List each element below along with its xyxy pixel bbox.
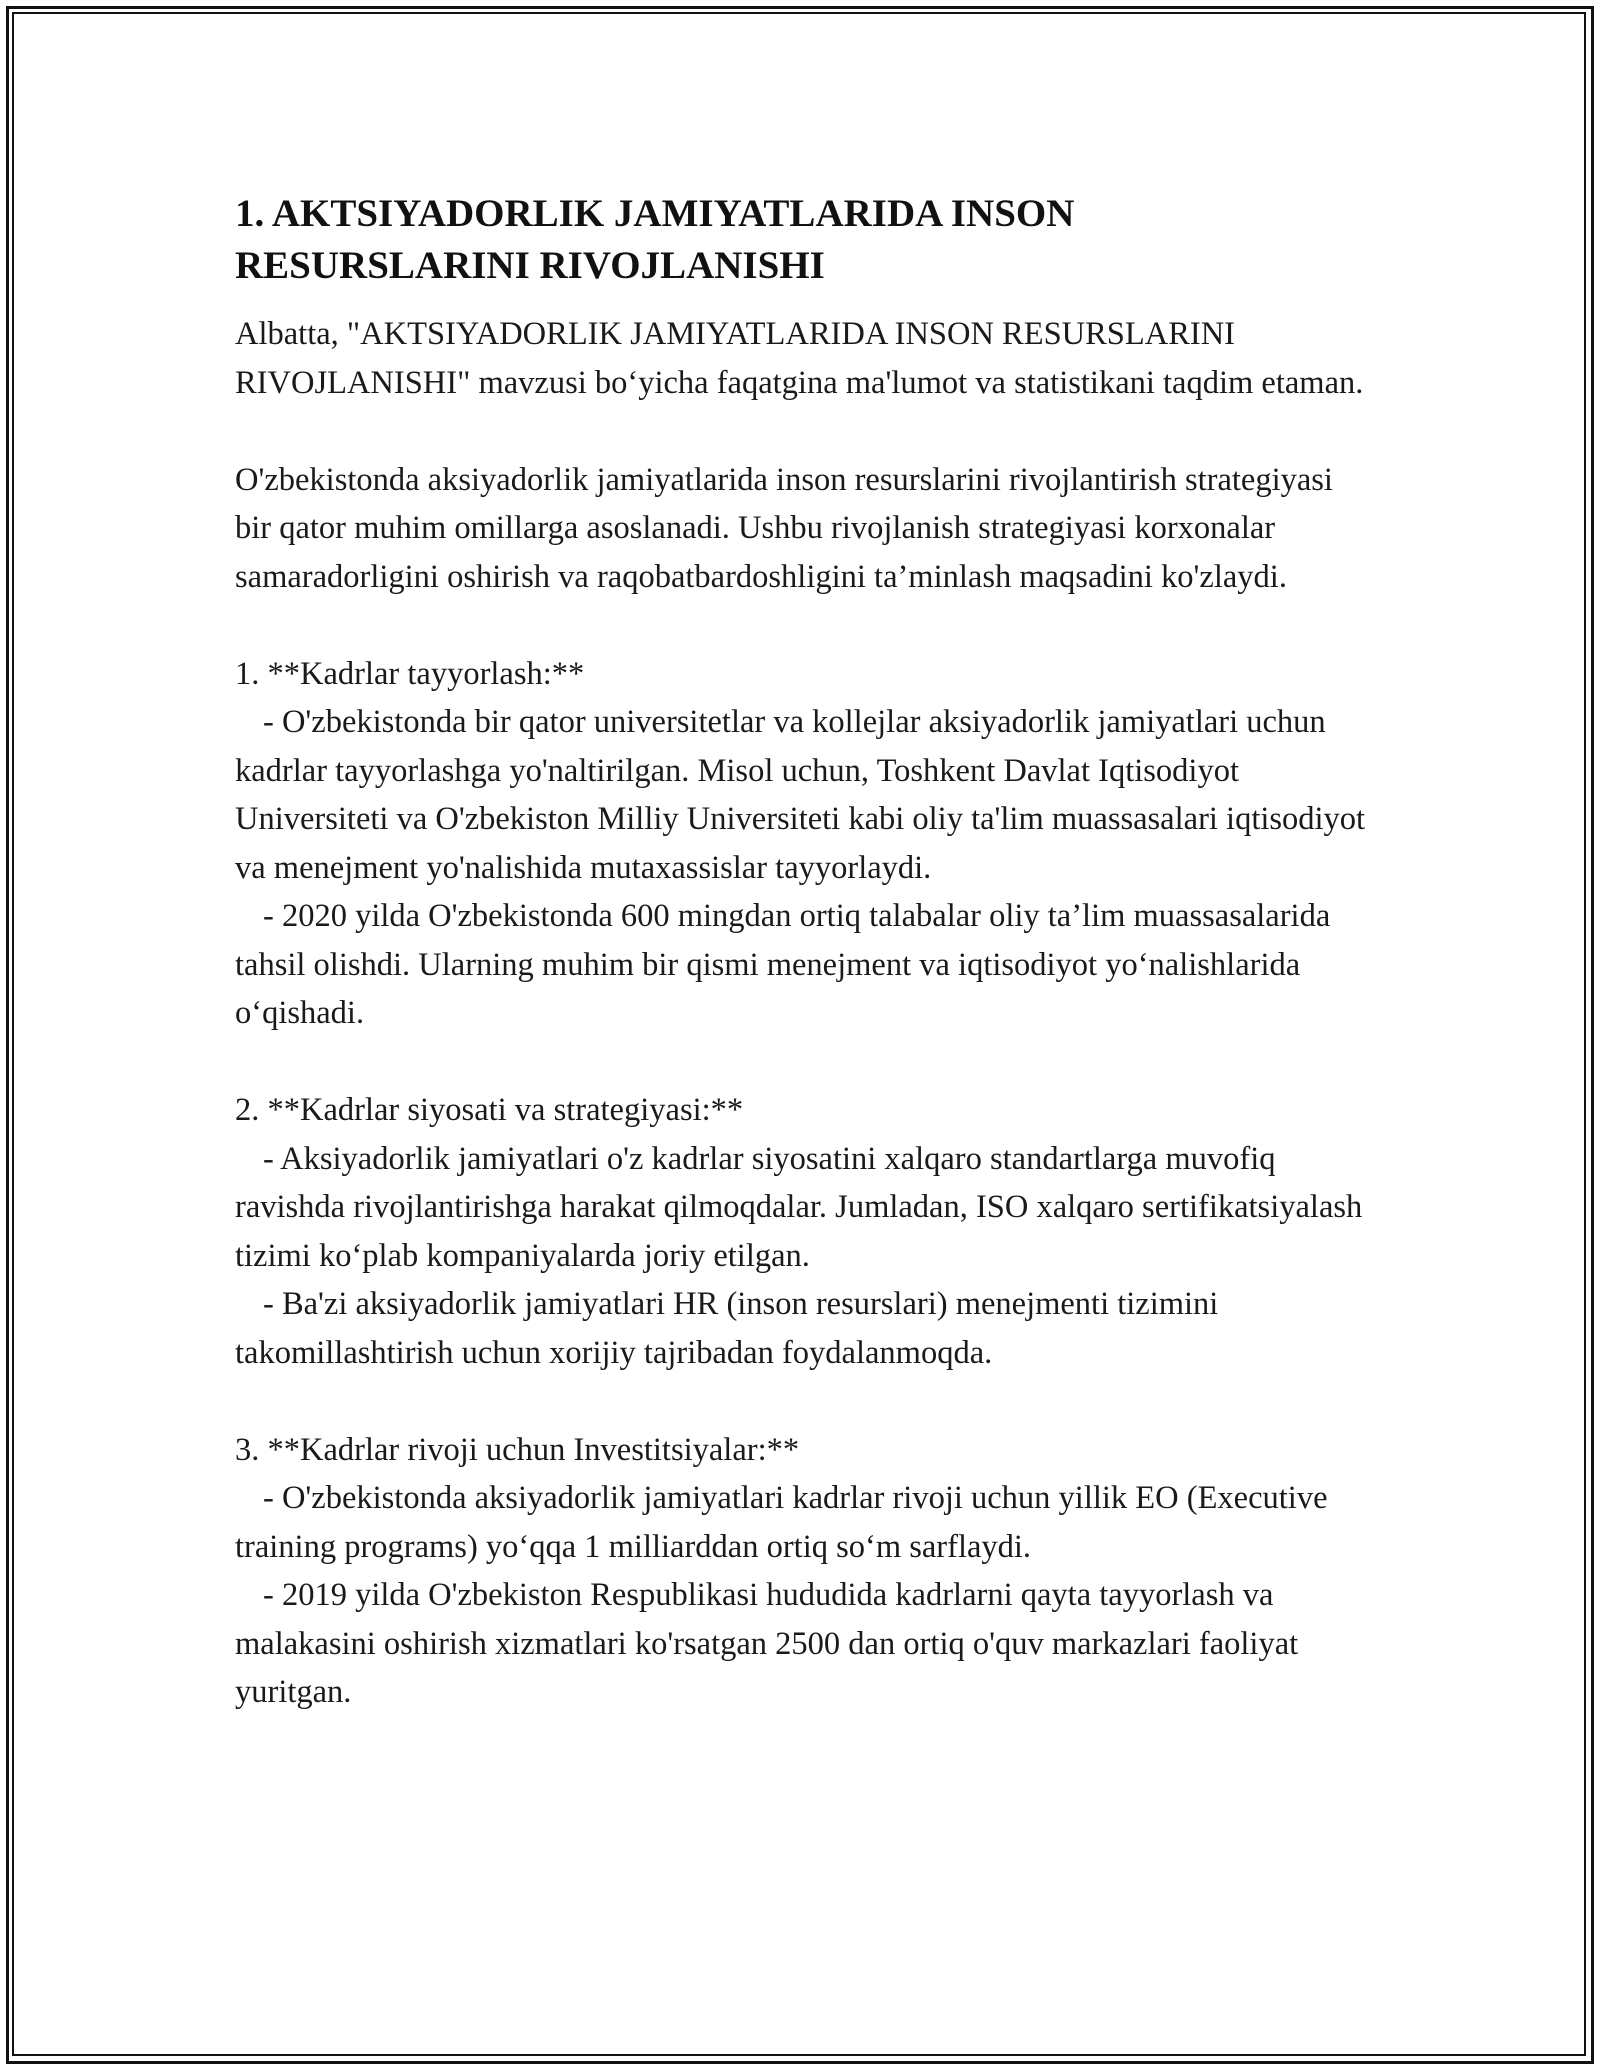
section-3 xyxy=(235,1426,1375,1717)
bullet-item: - Ba'zi aksiyadorlik jamiyatlari HR (inson resurslari) menejmenti tizimini takomillashtirish uchun xorijiy tajribadan foydalanmoqda. xyxy=(235,1286,1219,1371)
section-1 xyxy=(235,650,1375,1038)
paragraph-gap xyxy=(235,1377,1375,1426)
bullet-item: - O'zbekistonda bir qator universitetlar va kollejlar aksiyadorlik jamiyatlari uchun kadrlar tayyorlashga yo'naltirilgan. Misol uchun, Toshkent Davlat Iqtisodiyot Universiteti va O'zbekiston Milliy Universiteti kabi oliy ta'lim muassasalari iqtisodiyot va menejment yo'nalishida mutaxassislar tayyorlaydi. xyxy=(235,704,1366,886)
document-title: 1. AKTSIYADORLIK JAMIYATLARIDA INSON RESURSLARINI RIVOJLANISHI xyxy=(235,192,1075,287)
section-title: 2. **Kadrlar siyosati va strategiyasi:** xyxy=(235,1092,744,1128)
paragraph-gap xyxy=(235,1038,1375,1087)
section-2 xyxy=(235,1086,1375,1377)
section-title: 1. **Kadrlar tayyorlash:** xyxy=(235,655,585,692)
section-title: 3. **Kadrlar rivoji uchun Investitsiyalar:** xyxy=(235,1431,800,1468)
document-page xyxy=(235,188,1375,1717)
bullet-item: - 2019 yilda O'zbekiston Respublikasi hududida kadrlarni qayta tayyorlash va malakasini oshirish xizmatlari ko'rsatgan 2500 dan ortiq o'quv markazlari faoliyat yuritgan. xyxy=(235,1577,1299,1710)
bullet-item: - Aksiyadorlik jamiyatlari o'z kadrlar siyosatini xalqaro standartlarga muvofiq ravishda rivojlantirishga harakat qilmoqdalar. Jumladan, ISO xalqaro sertifikatsiyalash tizimi ko‘plab kompaniyalarda joriy etilgan. xyxy=(235,1140,1363,1274)
bullet-item: - O'zbekistonda aksiyadorlik jamiyatlari kadrlar rivoji uchun yillik EO (Executive training programs) yo‘qqa 1 milliarddan ortiq so‘m sarflaydi. xyxy=(235,1480,1328,1565)
main-paragraph: O'zbekistonda aksiyadorlik jamiyatlarida inson resurslarini rivojlantirish strategiyasi bir qator muhim omillarga asoslanadi. Ushbu rivojlanish strategiyasi korxonalar samaradorligini oshirish va raqobatbardoshligini ta’minlash maqsadini ko'zlaydi. xyxy=(235,461,1333,595)
bullet-item: - 2020 yilda O'zbekistonda 600 mingdan ortiq talabalar oliy ta’lim muassasalarida tahsil olishdi. Ularning muhim bir qismi menejment va iqtisodiyot yo‘nalishlarida o‘qishadi. xyxy=(235,898,1331,1031)
intro-paragraph: Albatta, "AKTSIYADORLIK JAMIYATLARIDA INSON RESURSLARINI RIVOJLANISHI" mavzusi bo‘yicha faqatgina ma'lumot va statistikani taqdim etaman. xyxy=(235,316,1364,401)
paragraph-gap xyxy=(235,601,1375,650)
paragraph-gap xyxy=(235,407,1375,456)
